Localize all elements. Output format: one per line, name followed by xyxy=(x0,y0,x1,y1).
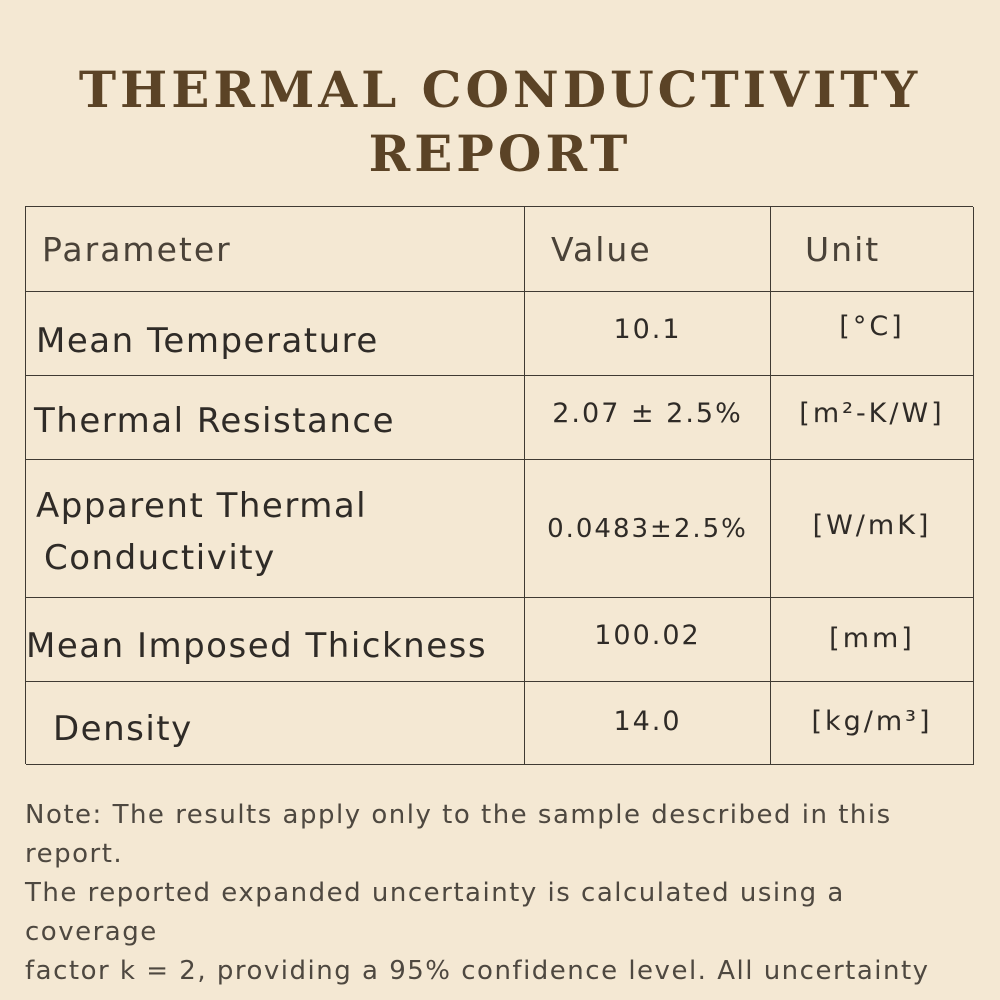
report-title-line-2: REPORT xyxy=(368,124,632,183)
value-cell: 10.1 xyxy=(525,292,771,376)
unit-cell: [kg/m³] xyxy=(771,682,974,765)
param-cell: Density xyxy=(26,682,525,765)
value-cell: 14.0 xyxy=(525,682,771,765)
table-row xyxy=(26,682,973,765)
results-table xyxy=(25,206,973,764)
param-cell: Thermal Resistance xyxy=(26,376,525,460)
param-line-1: Apparent Thermal xyxy=(36,486,368,526)
header-value: Value xyxy=(525,207,771,292)
unit-cell: [mm] xyxy=(771,598,974,682)
unit-cell: [m²-K/W] xyxy=(771,376,974,460)
header-unit: Unit xyxy=(771,207,974,292)
note-line: The reported expanded uncertainty is calculated using a xyxy=(25,878,845,908)
value-cell: 2.07 ± 2.5% xyxy=(525,376,771,460)
report-title-line-1: THERMAL CONDUCTIVITY xyxy=(78,60,922,119)
table-header-row xyxy=(26,207,973,292)
param-cell xyxy=(26,460,525,598)
param-cell: Mean Imposed Thickness xyxy=(26,598,525,682)
param-cell: Mean Temperature xyxy=(26,292,525,376)
report-title xyxy=(0,58,1000,186)
header-parameter: Parameter xyxy=(26,207,525,292)
table-row xyxy=(26,598,973,682)
note-line: coverage xyxy=(25,917,158,947)
param-line-2: Conductivity xyxy=(44,538,276,578)
unit-cell: [W/mK] xyxy=(771,460,974,598)
unit-cell: [°C] xyxy=(771,292,974,376)
note-line: factor k = 2, providing a 95% confidence level. All uncertainty xyxy=(25,956,930,986)
table-row xyxy=(26,460,973,598)
note-line: Note: The results apply only to the sample described in this xyxy=(25,800,892,830)
value-cell: 0.0483±2.5% xyxy=(525,460,771,598)
table-row xyxy=(26,292,973,376)
note-line: report. xyxy=(25,839,124,869)
report-note xyxy=(25,796,965,991)
table-row xyxy=(26,376,973,460)
value-cell: 100.02 xyxy=(525,598,771,682)
